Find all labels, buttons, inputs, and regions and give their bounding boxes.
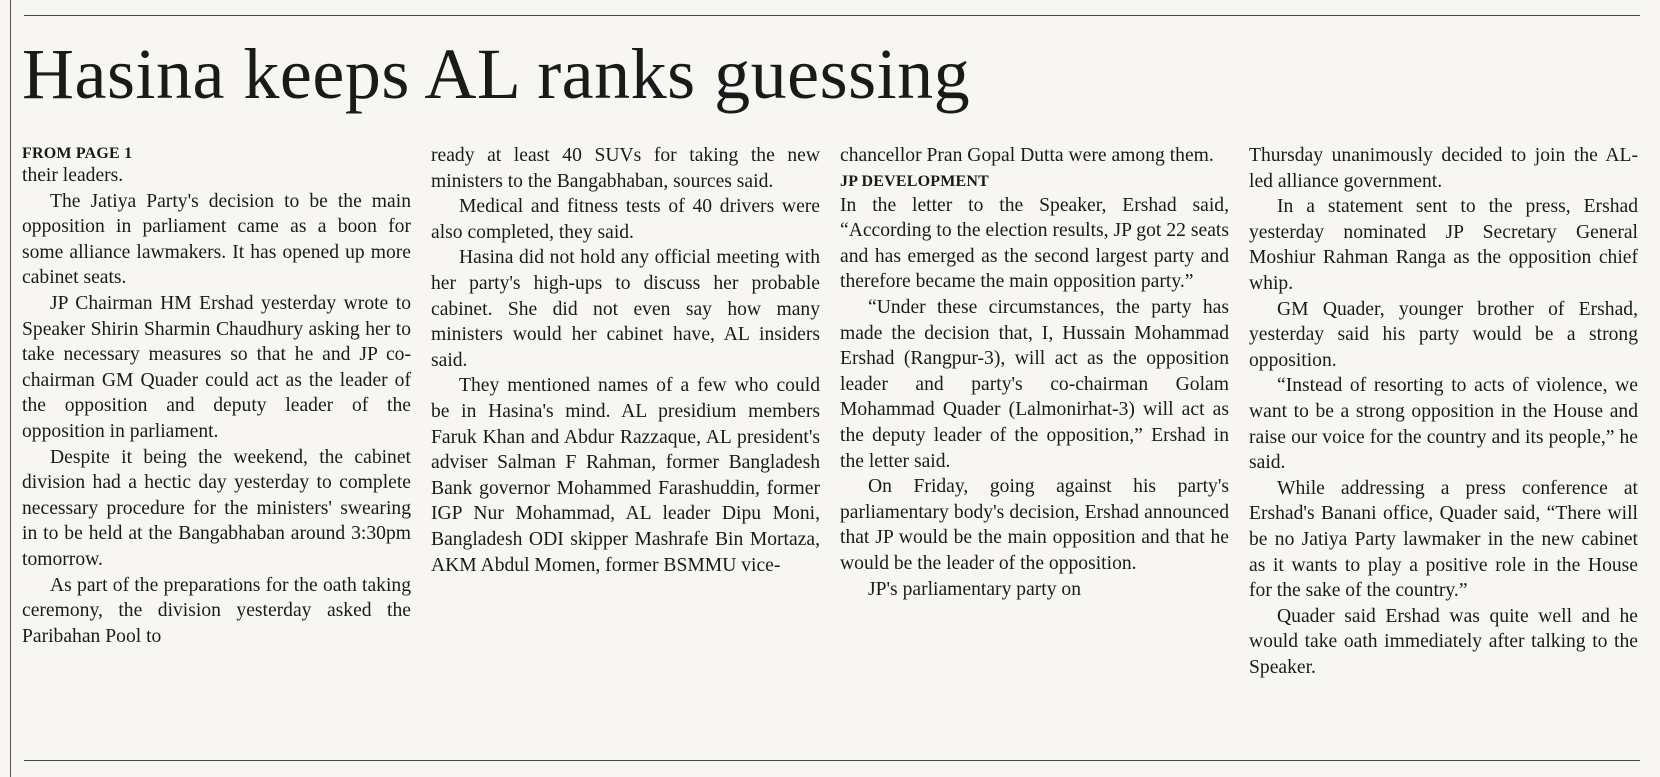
column-4 [1249, 143, 1638, 743]
paragraph: Medical and fitness tests of 40 drivers were also completed, they said. [431, 196, 820, 243]
paragraph: JP Chairman HM Ershad yesterday wrote to Speaker Shirin Sharmin Chaudhury asking her to take necessary measures so that he and JP co-chairman GM Quader could act as the leader of the opposition and deputy leader of the opposition in parliament. [22, 292, 411, 442]
paragraph: They mentioned names of a few who could be in Hasina's mind. AL presidium members Faruk Khan and Abdur Razzaque, AL president's adviser Salman F Rahman, former Bangladesh Bank governor Mohammed Farashuddin, former IGP Nur Mohammad, AL leader Dipu Moni, Bangladesh ODI skipper Mashrafe Bin Mortaza, AKM Abdul Momen, former BSMMU vice- [431, 375, 820, 576]
column-2 [431, 143, 820, 743]
paragraph: While addressing a press conference at Ershad's Banani office, Quader said, “There will be no Jatiya Party lawmaker in the new cabinet as it wants to play a positive role in the House for the sake of the country.” [1249, 477, 1638, 602]
page-frame-line [10, 0, 11, 777]
paragraph: GM Quader, younger brother of Ershad, yesterday said his party would be a strong opposition. [1249, 298, 1638, 371]
paragraph: their leaders. [22, 165, 124, 186]
paragraph: In a statement sent to the press, Ershad yesterday nominated JP Secretary General Moshiur Rahman Ranga as the opposition chief whip. [1249, 196, 1638, 294]
bottom-rule [24, 760, 1640, 761]
column-3 [840, 143, 1229, 743]
top-rule [24, 15, 1640, 16]
article-body [22, 143, 1638, 743]
paragraph: JP's parliamentary party on [868, 578, 1082, 600]
paragraph: As part of the preparations for the oath taking ceremony, the division yesterday asked the Paribahan Pool to [22, 574, 411, 647]
paragraph: Thursday unanimously decided to join the AL-led alliance government. [1249, 145, 1638, 192]
paragraph: Despite it being the weekend, the cabinet division had a hectic day yesterday to complete necessary procedure for the ministers' swearing in to be held at the Bangabhaban around 3:30pm tomorrow. [22, 446, 411, 570]
subhead: JP DEVELOPMENT [840, 172, 990, 190]
column-1 [22, 143, 411, 743]
paragraph: Quader said Ershad was quite well and he would take oath immediately after talking to the Speaker. [1249, 605, 1638, 678]
paragraph: chancellor Pran Gopal Dutta were among them. [840, 145, 1214, 166]
paragraph: ready at least 40 SUVs for taking the new ministers to the Bangabhaban, sources said. [431, 145, 820, 192]
paragraph: “Under these circumstances, the party has made the decision that, I, Hussain Mohammad Ershad (Rangpur-3), will act as the opposition leader and party's co-chairman Golam Mohammad Quader (Lalmonirhat-3) will act as the deputy leader of the opposition,” Ershad in the letter said. [840, 296, 1229, 472]
paragraph: In the letter to the Speaker, Ershad said, “According to the election results, JP got 22 seats and has emerged as the second largest party and therefore became the main opposition party.” [840, 194, 1229, 293]
paragraph: Hasina did not hold any official meeting with her party's high-ups to discuss her probable cabinet. She did not even say how many ministers would her cabinet have, AL insiders said. [431, 247, 820, 371]
headline: Hasina keeps AL ranks guessing [22, 34, 971, 114]
paragraph: The Jatiya Party's decision to be the main opposition in parliament came as a boon for some alliance lawmakers. It has opened up more cabinet seats. [22, 190, 411, 289]
paragraph: “Instead of resorting to acts of violence, we want to be a strong opposition in the House and raise our voice for the country and its people,” he said. [1249, 375, 1638, 474]
paragraph: On Friday, going against his party's parliamentary body's decision, Ershad announced that JP would be the main opposition and that he would be the leader of the opposition. [840, 476, 1229, 574]
kicker: FROM PAGE 1 [22, 145, 133, 162]
